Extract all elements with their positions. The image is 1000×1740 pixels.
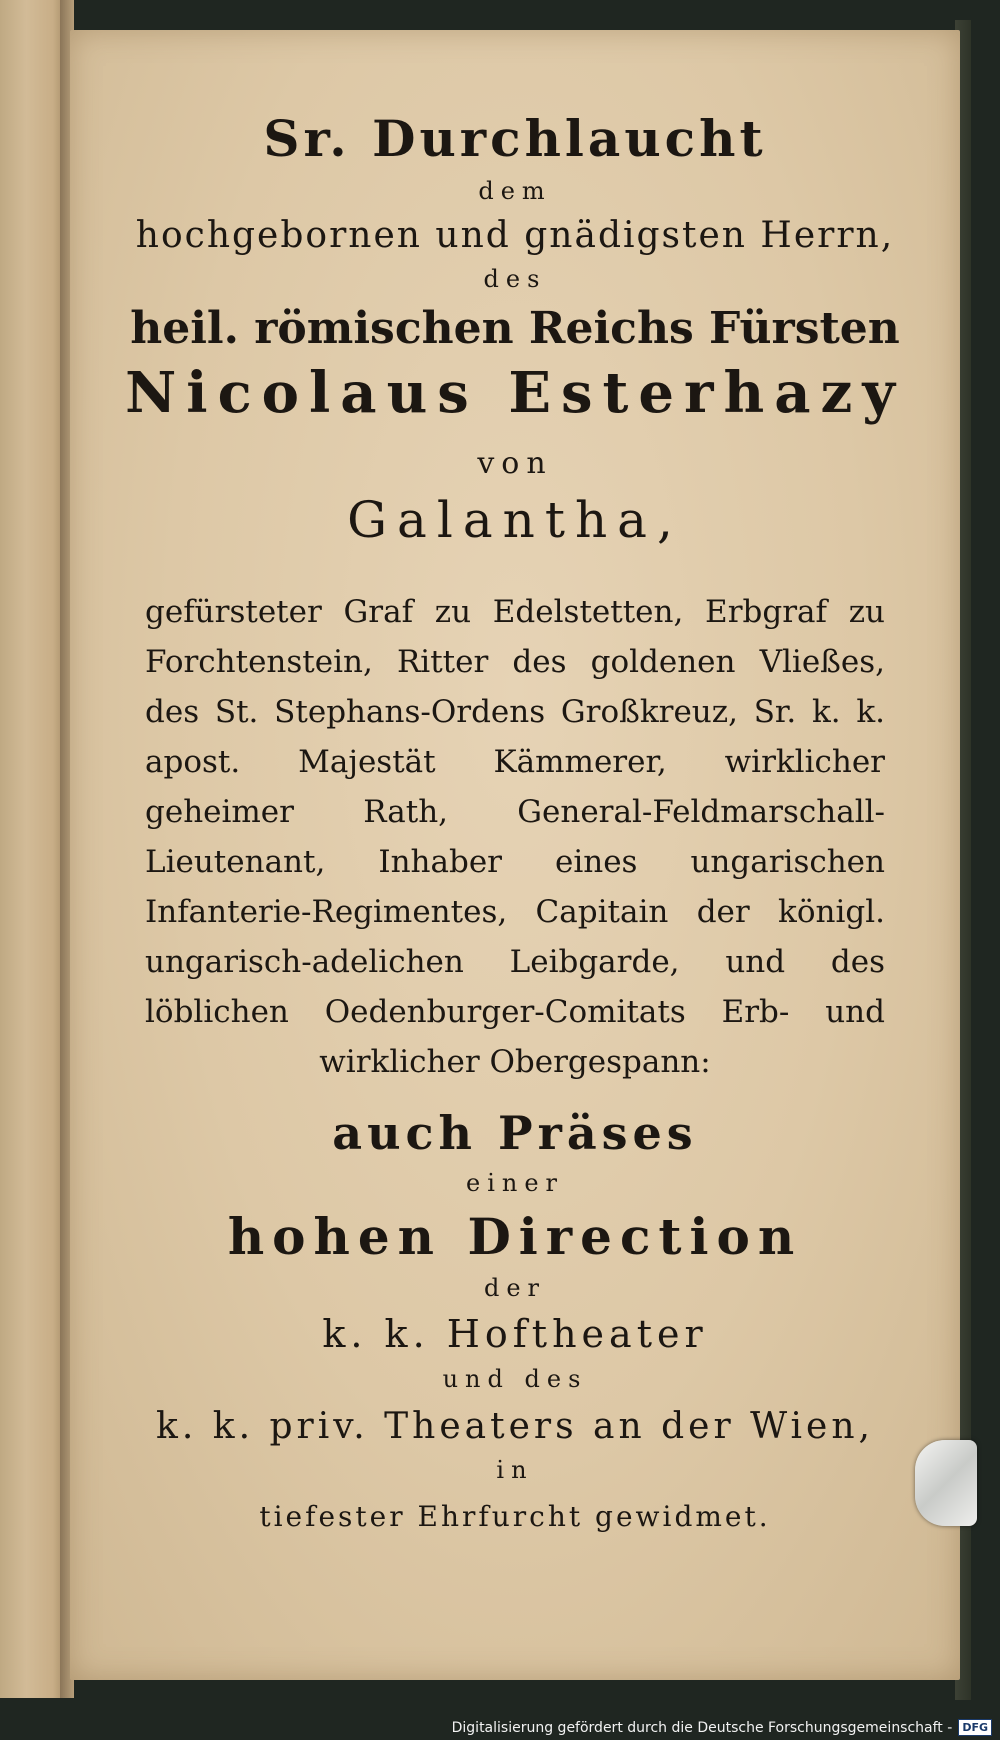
text-line: hochgebornen und gnädigsten Herrn,: [135, 215, 895, 257]
text-line: und des: [442, 1365, 588, 1394]
text-line: dem: [478, 176, 552, 205]
text-line: k. k. priv. Theaters an der Wien,: [156, 1405, 874, 1447]
dfg-logo-icon: DFG: [958, 1719, 992, 1736]
place-line: Galantha,: [347, 490, 683, 549]
footer-credit: Digitalisierung gefördert durch die Deutsche Forschungsgemeinschaft -: [451, 1719, 953, 1736]
name-line: Nicolaus Esterhazy: [125, 359, 905, 426]
title-line: Sr. Durchlaucht: [263, 109, 767, 168]
text-line: in: [496, 1456, 534, 1485]
dedication-text: [70, 110, 960, 1533]
text-line: des: [483, 265, 547, 294]
text-line: der: [483, 1274, 547, 1303]
text-line: von: [477, 446, 553, 482]
text-line: einer: [465, 1168, 564, 1197]
text-line: heil. römischen Reichs Fürsten: [130, 303, 900, 355]
digitization-footer: [452, 1719, 992, 1736]
facing-page-edge: [0, 0, 68, 1698]
text-line: k. k. Hoftheater: [322, 1311, 708, 1356]
titles-paragraph: gefürsteter Graf zu Edelstetten, Erbgraf zu Forchtenstein, Ritter des goldenen Vließes, des St. Stephans-Ordens Großkreuz, Sr. k. k. apost. Majestät Kämmerer, wirklicher geheimer Rath, General-Feldmarschall-Lieutenant, Inhaber eines ungarischen Infanterie-Regimentes, Capitain der königl. ungarisch-adelichen Leibgarde, und des löblichen Oedenburger-Comitats Erb- und wirklicher Obergespann:: [145, 594, 885, 1081]
text-line: hohen Direction: [227, 1206, 803, 1266]
text-line: auch Präses: [332, 1106, 698, 1161]
text-line: tiefester Ehrfurcht gewidmet.: [259, 1499, 771, 1533]
